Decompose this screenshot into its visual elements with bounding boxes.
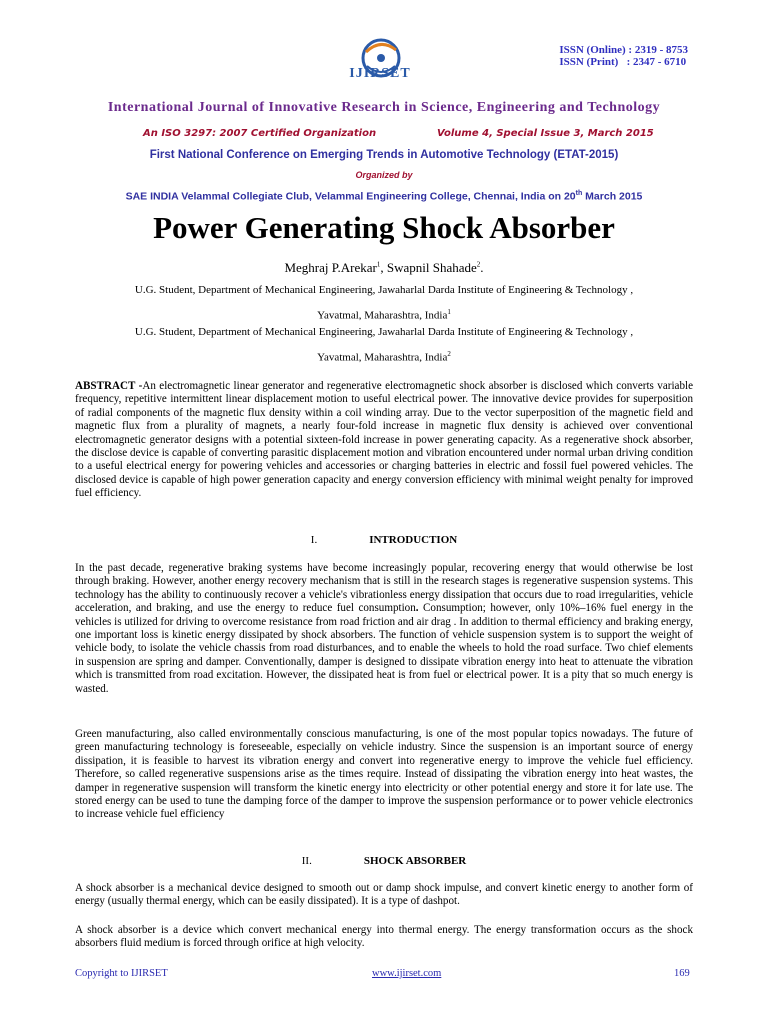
venue-sup: th xyxy=(575,190,583,197)
section-2-number: II. xyxy=(301,855,312,867)
conference-name: First National Conference on Emerging Trends in Automotive Technology (ETAT-2015) xyxy=(149,149,619,161)
journal-logo xyxy=(333,36,429,94)
author-2: , Swapnil Shahade xyxy=(380,260,477,275)
section-shock-absorber-heading xyxy=(0,855,768,867)
author-line xyxy=(0,260,768,276)
section-2-title: SHOCK ABSORBER xyxy=(363,855,467,867)
footer-website-link[interactable]: www.ijirset.com xyxy=(372,968,442,979)
affiliation-1 xyxy=(60,279,708,327)
shock-paragraph-2: A shock absorber is a device which convert mechanical energy into thermal energy. The energy transformation occurs as the shock absorbers fluid medium is forced through orifice at high velocity. xyxy=(75,924,693,950)
journal-name: International Journal of Innovative Research in Science, Engineering and Technology xyxy=(107,100,661,115)
logo-text: IJIRSET xyxy=(349,66,411,81)
author-end: . xyxy=(480,260,484,275)
affiliation-1-place: Yavatmal, Maharashtra, India xyxy=(317,309,448,322)
conference-venue xyxy=(0,190,768,203)
author-1: Meghraj P.Arekar xyxy=(284,260,377,275)
abstract xyxy=(75,380,693,501)
author-1-sup: 1 xyxy=(376,260,381,269)
footer-copyright: Copyright to IJIRSET xyxy=(75,968,168,979)
issn-print: ISSN (Print) : 2347 - 6710 xyxy=(559,56,687,68)
volume-info: Volume 4, Special Issue 3, March 2015 xyxy=(437,128,654,139)
affiliation-2-sup: 2 xyxy=(447,350,451,358)
affiliation-2 xyxy=(60,321,708,369)
footer-page-number: 169 xyxy=(674,968,690,979)
intro-paragraph-1 xyxy=(75,562,693,696)
abstract-text: An electromagnetic linear generator and regenerative electromagnetic shock absorber is disclosed which converts variable frequency, repetitive intermittent linear displacement motion to useful electrical power. The innovative device provides for superposition of radial components of the magnetic flux density within a coil winding array. Due to the vector superposition of the magnetic field and magnetic flux from a plurality of magnets, a nearly four-fold increase in magnetic flux density is achieved over conventional electromagnetic generator designs with a potential sixteen-fold increase in power generating capacity. As a regenerative shock absorber, the disclose device is capable of converting parasitic displacement motion and vibration encountered under normal urban driving condition to a useful electrical energy for powering vehicles and accessories or charging batteries in electric and fossil fuel powered vehicles. The disclosed device is capable of high power generation capacity and energy conversion efficiency with minimal weight penalty for improved fuel efficiency. xyxy=(75,380,694,500)
intro-paragraph-2: Green manufacturing, also called environmentally conscious manufacturing, is one of the most popular topics nowadays. The future of green manufacturing technology is foreseeable, especially on vehicle industry. Since the suspension is an important source of energy dissipation, it is feasible to harvest its vibration energy and convert into regenerative energy to improve the vehicle fuel efficiency. Therefore, so called regenerative suspensions arise as the times require. Instead of dissipating the vibration energy into heat wastes, the damper in regenerative suspension will transform the kinetic energy into electricity or other potential energy and store it for late use. The stored energy can be used to tune the damping force of the damper to improve the suspension performance or to power vehicle electronics to increase vehicle fuel efficiency xyxy=(75,728,693,821)
section-introduction-heading xyxy=(0,534,768,546)
paper-title: Power Generating Shock Absorber xyxy=(153,210,615,245)
intro-p1-b: Consumption; however, only 10%–16% fuel energy in the vehicles is utilized for driving to overcome resistance from road friction and air drag . In addition to thermal efficiency and braking energy, one important loss is kinetic energy dissipated by shock absorbers. The function of vehicle suspension system is to support the weight of vehicle body, to isolate the vehicle chassis from road disturbances, and to enable the wheels to hold the road surface. Two chief elements in suspension are spring and damper. Conventionally, damper is designed to dissipate vibration energy into heat to attenuate the vibration which is transmitted from road excitation. However, the dissipated heat is from fuel or electrical power. It is a pity that so much energy is wasted. xyxy=(75,602,694,695)
iso-certification: An ISO 3297: 2007 Certified Organization xyxy=(143,128,377,139)
shock-paragraph-1: A shock absorber is a mechanical device designed to smooth out or damp shock impulse, and convert kinetic energy to another form of energy (usually thermal energy, which can be easily dissipated). It is a type of dashpot. xyxy=(75,882,693,908)
author-2-sup: 2 xyxy=(476,260,481,269)
affiliation-2-line1: U.G. Student, Department of Mechanical Engineering, Jawaharlal Darda Institute of Engineering & Technology , xyxy=(134,326,634,338)
section-1-title: INTRODUCTION xyxy=(369,534,458,546)
affiliation-2-place: Yavatmal, Maharashtra, India xyxy=(317,351,448,364)
affiliation-1-line1: U.G. Student, Department of Mechanical Engineering, Jawaharlal Darda Institute of Engineering & Technology , xyxy=(134,284,634,296)
issn-block xyxy=(559,44,688,68)
intro-p1-a: In the past decade, regenerative braking systems have become increasingly popular, recovering energy that would otherwise be lost through braking. However, another energy recovery mechanism that is still in the research stages is regenerative suspension systems. This technology has the ability to continuously recover a vehicle's vibrationless energy dissipation that occurs due to road irregularities, vehicle acceleration, and braking, and use the energy to reduce fuel consumption xyxy=(75,562,693,615)
intro-p1-dot: . xyxy=(415,602,419,615)
section-1-number: I. xyxy=(310,534,318,546)
organized-by: Organized by xyxy=(355,170,413,180)
abstract-label: ABSTRACT - xyxy=(75,380,143,392)
affiliation-2-line2 xyxy=(60,343,708,369)
ijirset-logo-icon xyxy=(333,36,429,94)
venue-text: SAE INDIA Velammal Collegiate Club, Velammal Engineering College, Chennai, India on 20 xyxy=(125,190,576,203)
affiliation-1-sup: 1 xyxy=(447,308,451,316)
venue-end: March 2015 xyxy=(582,190,643,203)
issn-online: ISSN (Online) : 2319 - 8753 xyxy=(559,44,688,56)
